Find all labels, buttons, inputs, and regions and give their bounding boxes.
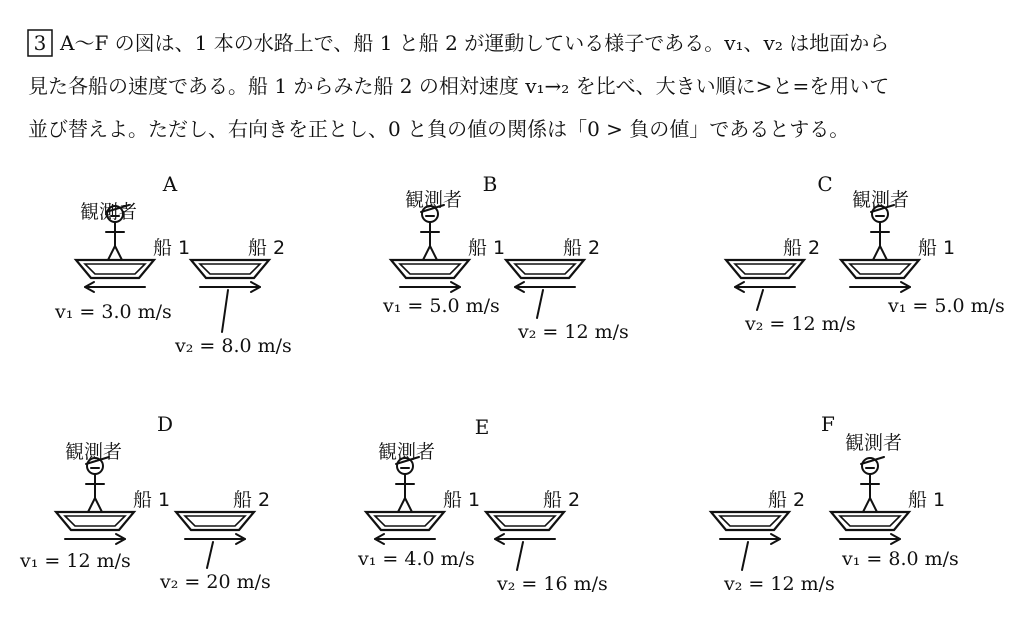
panel-f xyxy=(711,412,959,595)
ship-2 xyxy=(176,512,254,530)
observer-label: 観測者 xyxy=(852,189,910,211)
v2-label: v₂ = 12 m/s xyxy=(518,321,629,343)
panel-letter: D xyxy=(156,412,174,436)
ship-2 xyxy=(711,512,789,530)
ship-1-label: 船 1 xyxy=(908,489,946,511)
observer-label: 観測者 xyxy=(65,441,123,463)
question-line-1: A〜F の図は、1 本の水路上で、船 1 と船 2 が運動している様子である。v₁、v₂ は地面から xyxy=(60,31,890,55)
panel-d xyxy=(19,412,271,593)
ship-2-label: 船 2 xyxy=(248,237,286,259)
question-line-2: 見た各船の速度である。船 1 からみた船 2 の相対速度 v₁→₂ を比べ、大きい順に>と=を用いて xyxy=(28,74,890,98)
v2-leader-line xyxy=(757,290,763,310)
question-number: 3 xyxy=(33,31,47,55)
ship-1 xyxy=(831,512,909,530)
ship-1 xyxy=(841,260,919,278)
panel-letter: A xyxy=(162,172,178,196)
observer-label: 観測者 xyxy=(845,432,903,454)
ship-1-label: 船 1 xyxy=(918,237,956,259)
ship-2 xyxy=(191,260,269,278)
question-line-3: 並び替えよ。ただし、右向きを正とし、0 と負の値の関係は「0 > 負の値」であるとする。 xyxy=(28,117,850,141)
v2-label: v₂ = 8.0 m/s xyxy=(175,335,292,357)
v2-label: v₂ = 12 m/s xyxy=(724,573,835,595)
ship-1-label: 船 1 xyxy=(443,489,481,511)
observer-legs xyxy=(873,246,887,260)
v2-leader-line xyxy=(222,290,228,332)
ship-1 xyxy=(76,260,154,278)
v2-label: v₂ = 16 m/s xyxy=(497,573,608,595)
v2-leader-line xyxy=(517,542,523,570)
observer-label: 観測者 xyxy=(378,441,436,463)
observer-legs xyxy=(863,498,877,512)
ship-1-label: 船 1 xyxy=(468,237,506,259)
observer-label: 観測者 xyxy=(80,201,138,223)
ship-1 xyxy=(391,260,469,278)
ship-1-label: 船 1 xyxy=(153,237,191,259)
ship-2 xyxy=(486,512,564,530)
v1-label: v₁ = 5.0 m/s xyxy=(888,295,1005,317)
panel-letter: F xyxy=(821,412,835,436)
observer-legs xyxy=(398,498,412,512)
v2-leader-line xyxy=(742,542,748,570)
panel-letter: E xyxy=(474,415,490,439)
ship-1 xyxy=(366,512,444,530)
ship-2 xyxy=(726,260,804,278)
v1-label: v₁ = 3.0 m/s xyxy=(55,301,172,323)
v1-label: v₁ = 4.0 m/s xyxy=(358,548,475,570)
panel-letter: B xyxy=(482,172,498,196)
observer-legs xyxy=(88,498,102,512)
observer-legs xyxy=(108,246,122,260)
question-block xyxy=(28,30,889,141)
panel-c xyxy=(726,172,1005,335)
v2-label: v₂ = 20 m/s xyxy=(160,571,271,593)
panel-a xyxy=(54,172,292,357)
panel-e xyxy=(357,415,608,595)
ship-2-label: 船 2 xyxy=(563,237,601,259)
ship-2 xyxy=(506,260,584,278)
ship-2-label: 船 2 xyxy=(783,237,821,259)
observer-legs xyxy=(423,246,437,260)
v1-label: v₁ = 5.0 m/s xyxy=(383,295,500,317)
ship-2-label: 船 2 xyxy=(768,489,806,511)
panel-letter: C xyxy=(817,172,833,196)
v2-label: v₂ = 12 m/s xyxy=(745,313,856,335)
ship-2-label: 船 2 xyxy=(543,489,581,511)
ship-1-label: 船 1 xyxy=(133,489,171,511)
v1-label: v₁ = 8.0 m/s xyxy=(842,548,959,570)
v2-leader-line xyxy=(207,542,213,568)
ship-2-label: 船 2 xyxy=(233,489,271,511)
v2-leader-line xyxy=(537,290,543,318)
ship-1 xyxy=(56,512,134,530)
v1-label: v₁ = 12 m/s xyxy=(20,550,131,572)
observer-label: 観測者 xyxy=(405,189,463,211)
panel-b xyxy=(382,172,629,343)
